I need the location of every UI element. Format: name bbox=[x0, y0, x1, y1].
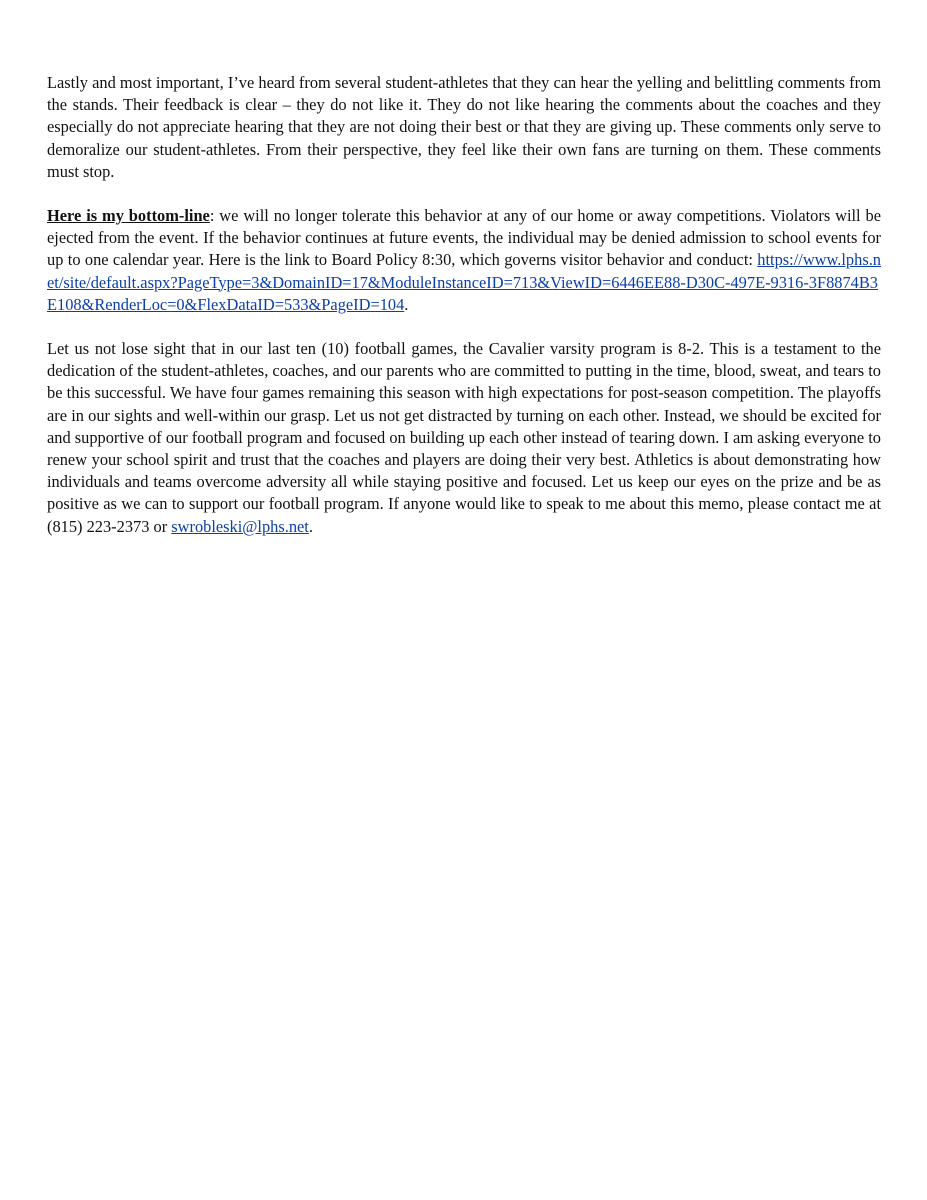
contact-email-link[interactable]: swrobleski@lphs.net bbox=[171, 516, 309, 536]
bottom-line-heading: Here is my bottom-line bbox=[47, 206, 210, 226]
bottom-line-text: : we will no longer tolerate this behavior at any of our home or away competitions. Violators will be ejected from the event. If the behavior continues at future events, the individual may be denied admission to school events for up to one calendar year. Here is the link to Board Policy 8:30, which governs visitor behavior and conduct: bbox=[47, 206, 881, 270]
paragraph-football-program bbox=[47, 338, 881, 538]
football-program-text: Let us not lose sight that in our last ten (10) football games, the Cavalier varsity program is 8-2. This is a testament to the dedication of the student-athletes, coaches, and our parents who are committed to putting in the time, blood, sweat, and tears to be this successful. We have four games remaining this season with high expectations for post-season competition. The playoffs are in our sights and well-within our grasp. Let us not get distracted by turning on each other. Instead, we should be excited for and supportive of our football program and focused on building up each other instead of tearing down. I am asking everyone to renew your school spirit and trust that the coaches and players are doing their very best. Athletics is about demonstrating how individuals and teams overcome adversity all while staying positive and focused. Let us keep our eyes on the prize and be as positive as we can to support our football program. If anyone would like to speak to me about this memo, please contact me at (815) 223-2373 or bbox=[47, 339, 881, 536]
paragraph-bottom-line bbox=[47, 205, 881, 316]
paragraph-fan-behavior: Lastly and most important, I’ve heard from several student-athletes that they can hear the yelling and belittling comments from the stands. Their feedback is clear – they do not like it. They do not like hearing the comments about the coaches and they especially do not appreciate hearing that they are not doing their best or that they are giving up. These comments only serve to demoralize our student-athletes. From their perspective, they feel like their own fans are turning on them. These comments must stop. bbox=[47, 73, 881, 181]
memo-page bbox=[47, 72, 881, 560]
football-program-period: . bbox=[308, 516, 313, 536]
board-policy-link[interactable]: https://www.lphs.net/site/default.aspx?PageType=3&DomainID=17&ModuleInstanceID=713&ViewID=6446EE88-D30C-497E-9316-3F8874B3E108&RenderLoc=0&FlexDataID=533&PageID=104 bbox=[47, 250, 881, 314]
bottom-line-period: . bbox=[404, 294, 409, 314]
